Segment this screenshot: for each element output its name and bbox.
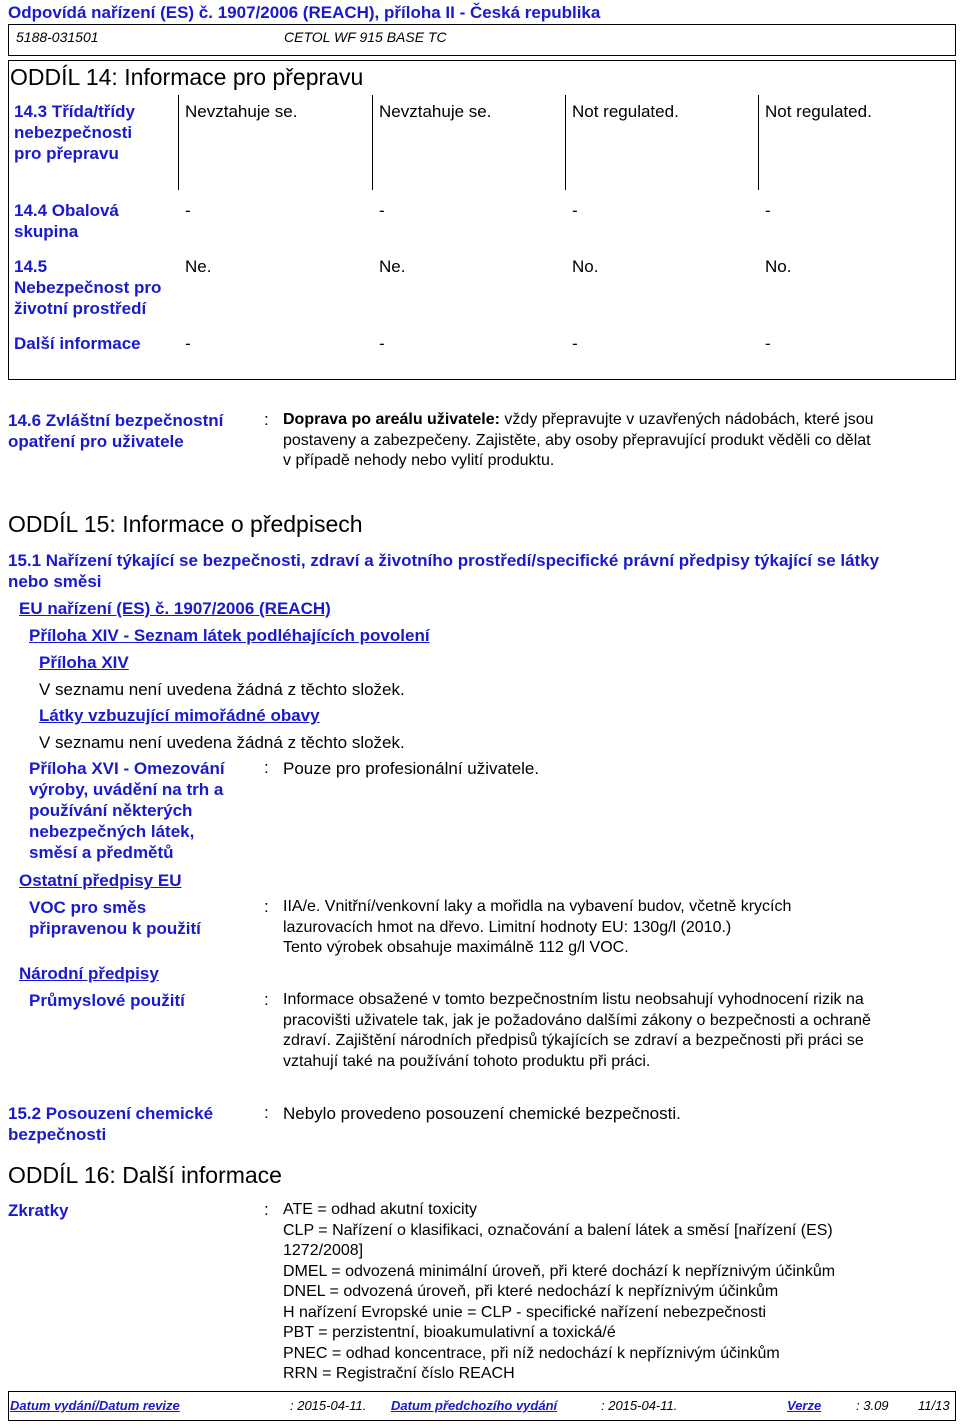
- version-label: Verze: [787, 1398, 822, 1413]
- table-line: [372, 95, 373, 190]
- table-line: [758, 95, 759, 190]
- annex-xiv-text: V seznamu není uvedena žádná z těchto složek.: [39, 680, 405, 699]
- colon: :: [264, 990, 269, 1009]
- previous-date-value: : 2015-04-11.: [601, 1398, 678, 1413]
- version-value: : 3.09: [856, 1398, 889, 1413]
- cell-value: -: [765, 334, 771, 353]
- annex-xiv-list-heading: Příloha XIV - Seznam látek podléhajících povolení: [29, 626, 430, 645]
- abbreviations-list: ATE = odhad akutní toxicity CLP = Nařízení o klasifikaci, označování a balení látek a směsí [nařízení (ES) 1272/2008] DMEL = odvozená minimální úroveň, při které dochází k nepříznivým účinkům DNEL = odvozená úroveň, při které nedochází k nepříznivým účinkům H nařízení Evropské unie = CLP - specifické nařízení nebezpečnosti PBT = perzistentní, bioakumulativní a toxická/é PNEC = odhad koncentrace, při níž nedochází k nepříznivým účinkům RRN = Registrační číslo REACH: [283, 1201, 836, 1382]
- abbreviations-label: Zkratky: [8, 1201, 69, 1220]
- colon: :: [264, 1103, 269, 1122]
- colon: :: [264, 758, 269, 777]
- document-header-title: Odpovídá nařízení (ES) č. 1907/2006 (REACH), příloha II - Česká republika: [8, 3, 601, 22]
- special-precautions-text: Doprava po areálu uživatele: vždy přepravujte v uzavřených nádobách, které jsou postaveny a zabezpečeny. Zajistěte, aby osoby přepravující produkt věděli co dělat v případě nehody nebo vylití produktu.: [283, 411, 874, 469]
- row-label-14-4: 14.4 Obalová skupina: [14, 201, 119, 241]
- svhc-heading: Látky vzbuzující mimořádné obavy: [39, 706, 320, 725]
- row-label-14-5: 14.5 Nebezpečnost pro životní prostředí: [14, 257, 162, 318]
- previous-date-label: Datum předchozího vydání: [391, 1398, 558, 1413]
- table-line: [8, 95, 9, 380]
- table-line: [178, 95, 179, 190]
- industrial-use-label: Průmyslové použití: [29, 991, 185, 1010]
- cell-value: Not regulated.: [765, 102, 872, 121]
- cell-value: -: [379, 201, 385, 220]
- industrial-use-text: Informace obsažené v tomto bezpečnostním listu neobsahují vyhodnocení rizik na pracovišti uživatele tak, jak je požadováno dalšími zákony o bezpečnosti a ochraně zdraví. Zajištění národních předpisů týkajících se zdraví a bezpečnosti při práci se vztahují také na používání tohoto produktu při práci.: [283, 991, 871, 1070]
- cell-value: Ne.: [185, 257, 212, 276]
- row-label-14-3: 14.3 Třída/třídy nebezpečnosti pro přepravu: [14, 102, 135, 163]
- document-number: 5188-031501: [16, 29, 99, 45]
- cell-value: -: [379, 334, 385, 353]
- cell-value: Nevztahuje se.: [379, 102, 492, 121]
- cell-value: No.: [765, 257, 792, 276]
- cell-value: -: [572, 201, 578, 220]
- header-box: [8, 24, 956, 56]
- cell-value: Not regulated.: [572, 102, 679, 121]
- cell-value: No.: [572, 257, 599, 276]
- issue-date-value: : 2015-04-11.: [290, 1398, 367, 1413]
- annex-xiv-heading: Příloha XIV: [39, 653, 129, 672]
- svhc-text: V seznamu není uvedena žádná z těchto složek.: [39, 733, 405, 752]
- section-15-title: ODDÍL 15: Informace o předpisech: [8, 511, 363, 537]
- subsection-15-1-title: 15.1 Nařízení týkající se bezpečnosti, zdraví a životního prostředí/specifické právní předpisy týkající se látky nebo směsi: [8, 551, 880, 591]
- annex-xvii-text: Pouze pro profesionální uživatele.: [283, 759, 540, 778]
- voc-label: VOC pro směs připravenou k použití: [29, 898, 201, 938]
- other-eu-heading: Ostatní předpisy EU: [19, 871, 182, 890]
- section-14-title: ODDÍL 14: Informace pro přepravu: [10, 64, 364, 90]
- cell-value: Ne.: [379, 257, 406, 276]
- page-number: 11/13: [918, 1398, 950, 1413]
- subsection-15-2-text: Nebylo provedeno posouzení chemické bezpečnosti.: [283, 1104, 681, 1123]
- cell-value: -: [185, 334, 191, 353]
- cell-value: -: [572, 334, 578, 353]
- annex-xvii-label: Příloha XVI - Omezování výroby, uvádění na trh a používání některých nebezpečných látek, směsí a předmětů: [29, 759, 225, 862]
- colon: :: [264, 897, 269, 916]
- row-label-other-info: Další informace: [14, 334, 141, 353]
- section-16-title: ODDÍL 16: Další informace: [8, 1162, 282, 1188]
- label-14-6: 14.6 Zvláštní bezpečnostní opatření pro uživatele: [8, 411, 224, 451]
- subsection-15-2-label: 15.2 Posouzení chemické bezpečnosti: [8, 1104, 214, 1144]
- table-line: [565, 95, 566, 190]
- product-name: CETOL WF 915 BASE TC: [284, 29, 447, 45]
- cell-value: -: [765, 201, 771, 220]
- issue-date-label: Datum vydání/Datum revize: [10, 1398, 180, 1413]
- cell-value: -: [185, 201, 191, 220]
- national-regulations-heading: Národní předpisy: [19, 964, 159, 983]
- colon: :: [264, 1200, 269, 1219]
- colon: :: [264, 410, 269, 429]
- cell-value: Nevztahuje se.: [185, 102, 298, 121]
- voc-text: IIA/e. Vnitřní/venkovní laky a mořidla na vybavení budov, včetně krycích lazurovacích hmot na dřevo. Limitní hodnoty EU: 130g/l (2010.) Tento výrobek obsahuje maximálně 112 g/l VOC.: [283, 898, 792, 956]
- eu-regulation-heading: EU nařízení (ES) č. 1907/2006 (REACH): [19, 599, 331, 618]
